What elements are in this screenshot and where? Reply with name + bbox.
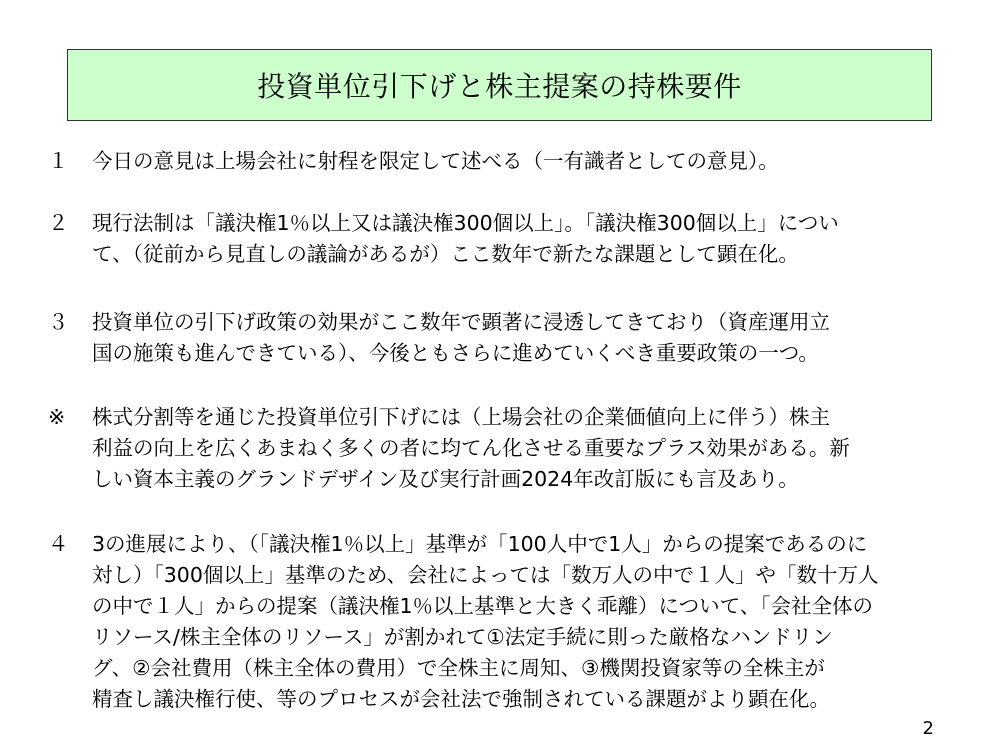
- item-line: 今日の意見は上場会社に射程を限定して述べる（一有識者としての意見）。: [92, 149, 779, 173]
- item-line: 精査し議決権行使、等のプロセスが会社法で強制されている課題がより顕在化。: [92, 687, 830, 711]
- item-line: 対し）「300個以上」基準のため、会社によっては「数万人の中で１人」や「数十万人: [92, 563, 879, 587]
- item-marker: ※: [48, 405, 66, 429]
- page-title: 投資単位引下げと株主提案の持株要件: [257, 70, 742, 103]
- item-line: グ、②会社費用（株主全体の費用）で全株主に周知、③機関投資家等の全株主が: [92, 656, 825, 680]
- item-line: 国の施策も進んできている）、今後ともさらに進めていくべき重要政策の一つ。: [92, 341, 819, 365]
- item-line: て、（従前から見直しの議論があるが）ここ数年で新たな課題として顕在化。: [92, 242, 799, 266]
- item-line: 利益の向上を広くあまねく多くの者に均てん化させる重要なプラス効果がある。新: [92, 436, 850, 460]
- list-item-3: [48, 307, 968, 369]
- item-marker: ３: [48, 310, 69, 334]
- page-number: 2: [922, 718, 934, 739]
- list-item-1: [48, 146, 968, 177]
- item-marker: １: [48, 149, 69, 173]
- item-line: の中で１人」からの提案（議決権1％以上基準と大きく乖離）について、「会社全体の: [92, 594, 873, 618]
- item-line: リソース/株主全体のリソース」が割かれて①法定手続に則った厳格なハンドリン: [92, 625, 833, 649]
- item-line: 現行法制は「議決権1％以上又は議決権300個以上」。「議決権300個以上」につい: [92, 211, 839, 235]
- list-item-2: [48, 208, 968, 270]
- list-item-note: [48, 402, 968, 495]
- item-line: 投資単位の引下げ政策の効果がここ数年で顕著に浸透してきており（資産運用立: [92, 310, 830, 334]
- list-item-4: [48, 529, 968, 715]
- item-marker: ２: [48, 211, 69, 235]
- item-marker: ４: [48, 532, 69, 556]
- item-line: 3の進展により、（「議決権1％以上」基準が「100人中で1人」からの提案であるのに: [92, 532, 868, 556]
- title-box: [67, 49, 932, 121]
- item-line: 株式分割等を通じた投資単位引下げには（上場会社の企業価値向上に伴う）株主: [92, 405, 830, 429]
- item-line: しい資本主義のグランドデザイン及び実行計画2024年改訂版にも言及あり。: [92, 467, 799, 491]
